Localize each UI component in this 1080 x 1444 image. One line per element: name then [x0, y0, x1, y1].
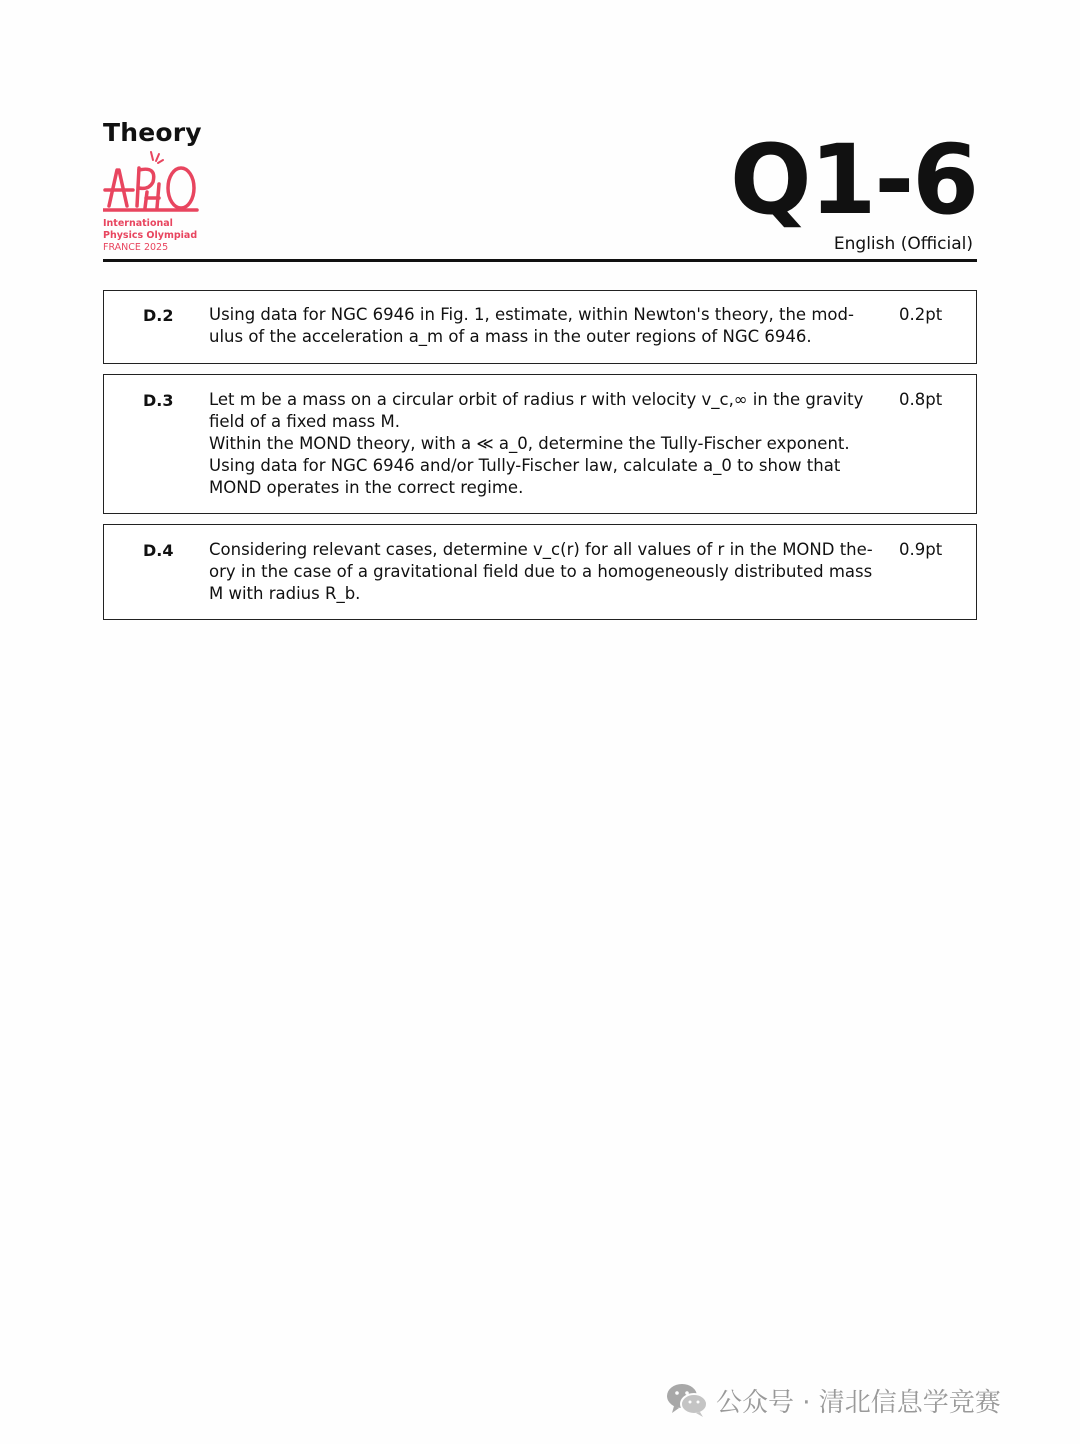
task-text [209, 539, 873, 605]
task-line-text: Within the MOND theory, with a ≪ a_0, determine the Tully-Fischer exponent. [209, 434, 850, 453]
logo-line-3: FRANCE 2025 [103, 242, 169, 253]
task-line [209, 583, 873, 605]
task-line-text: ulus of the acceleration a_m of a mass in the outer regions of NGC 6946. [209, 327, 812, 346]
task-line-text: ory in the case of a gravitational field due to a homogeneously distributed mass [209, 562, 873, 581]
task-line-text: Considering relevant cases, determine v_c(r) for all values of r in the MOND the- [209, 540, 873, 559]
task-line-text: MOND operates in the correct regime. [209, 478, 524, 497]
task-points: 0.9pt [899, 540, 943, 559]
task-line [209, 455, 873, 477]
theory-label: Theory [103, 118, 202, 147]
task-line [209, 326, 873, 348]
task-line-text: M with radius R_b. [209, 584, 361, 603]
header-divider [103, 259, 977, 262]
task-d4 [103, 524, 977, 620]
logo-line-1: International [103, 218, 173, 229]
task-text [209, 304, 873, 348]
task-line-text: Using data for NGC 6946 in Fig. 1, estimate, within Newton's theory, the mod- [209, 305, 854, 324]
task-line [209, 433, 873, 455]
watermark-text: 公众号 · 清北信息学竞赛 [716, 1387, 1001, 1418]
page-header [103, 112, 977, 262]
wechat-icon [666, 1382, 708, 1418]
task-d3 [103, 374, 977, 514]
task-line-text: field of a fixed mass M. [209, 412, 400, 431]
task-id: D.4 [143, 541, 174, 560]
task-points: 0.2pt [899, 305, 943, 324]
task-text [209, 389, 873, 499]
task-line [209, 561, 873, 583]
language-label: English (Official) [833, 234, 973, 254]
logo-caption [103, 218, 203, 254]
task-line [209, 539, 873, 561]
task-d2 [103, 290, 977, 364]
task-id: D.3 [143, 391, 174, 410]
task-id: D.2 [143, 306, 174, 325]
task-line-text: Let m be a mass on a circular orbit of radius r with velocity v_c,∞ in the gravity [209, 390, 864, 409]
task-line [209, 304, 873, 326]
task-line [209, 411, 873, 433]
task-line [209, 477, 873, 499]
watermark [666, 1380, 1001, 1420]
task-line [209, 389, 873, 411]
logo-line-2: Physics Olympiad [103, 230, 198, 241]
question-number: Q1-6 [729, 124, 977, 236]
task-line-text: Using data for NGC 6946 and/or Tully-Fischer law, calculate a_0 to show that [209, 456, 841, 475]
task-points: 0.8pt [899, 390, 943, 409]
